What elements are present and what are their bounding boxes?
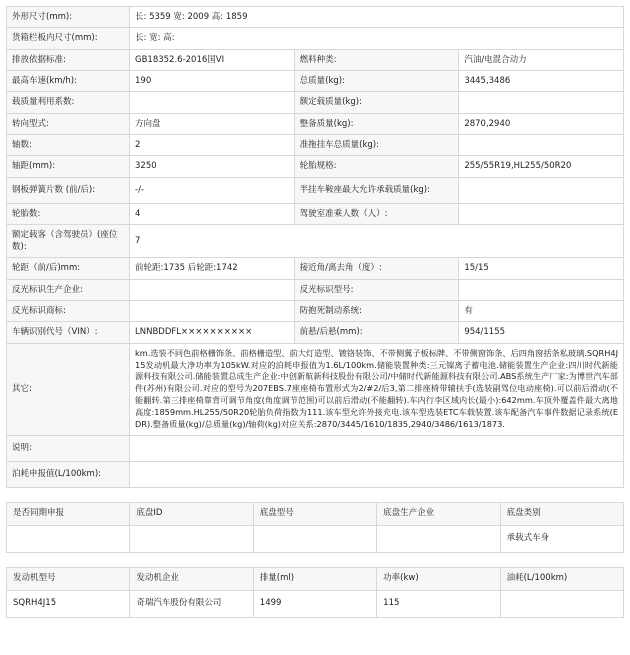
row-value: 有 (459, 301, 624, 322)
row-value: 长: 宽: 高: (130, 28, 624, 49)
row-value: 2 (130, 134, 295, 155)
engine-cell: SQRH4J15 (7, 590, 130, 617)
note-value (130, 435, 624, 461)
row-value: 3250 (130, 156, 295, 177)
row-value (130, 279, 295, 300)
row-value: 4 (130, 203, 295, 224)
row-value: -/- (130, 177, 295, 203)
chassis-header-row (7, 502, 624, 525)
row-label: 接近角/离去角（度）: (294, 258, 459, 279)
chassis-cell (253, 525, 376, 552)
row-label: 钢板弹簧片数 (前/后): (7, 177, 130, 203)
chassis-cell (377, 525, 500, 552)
fuel-value (130, 461, 624, 487)
row-label: 轮胎数: (7, 203, 130, 224)
engine-header-row (7, 567, 624, 590)
row-value: 7 (130, 224, 624, 258)
table-row (7, 525, 624, 552)
engine-table-body (7, 567, 624, 617)
row-label: 整备质量(kg): (294, 113, 459, 134)
table-row (7, 435, 624, 461)
row-label: 总质量(kg): (294, 70, 459, 91)
chassis-header-cell: 底盘生产企业 (377, 502, 500, 525)
row-value: 汽油/电混合动力 (459, 49, 624, 70)
row-label: 反光标识商标: (7, 301, 130, 322)
row-label: 反光标识型号: (294, 279, 459, 300)
table-row (7, 113, 624, 134)
chassis-header-cell: 底盘型号 (253, 502, 376, 525)
row-label: 轮胎规格: (294, 156, 459, 177)
note-label: 说明: (7, 435, 130, 461)
row-label: 半挂车鞍座最大允许承载质量(kg): (294, 177, 459, 203)
table-row (7, 301, 624, 322)
spec-table-body (7, 7, 624, 488)
row-value (459, 92, 624, 113)
engine-header-cell: 发动机型号 (7, 567, 130, 590)
row-label: 额定载客（含驾驶员）(座位数): (7, 224, 130, 258)
fuel-label: 泊耗申报值(L/100km): (7, 461, 130, 487)
engine-cell: 1499 (253, 590, 376, 617)
chassis-table (6, 502, 624, 553)
row-value: 3445,3486 (459, 70, 624, 91)
other-text: km.选装不同色前格栅饰条、前格栅造型、前大灯造型、镀铬装饰、不带侧翼子板标牌、不带侧窗饰条、后四角窗括条私玻璃.SQRH4J15发动机最大净功率为105kW.对应的泊耗申报值为1.6L/100km.储能装置种类:三元镍离子蓄电池.储能装置生产企业:四川时代新能源科技有限公司.储能装置总成生产企业:中创新航新科技股份有限公司/中储时代新能源科技有限公司.ABS系统生产厂家:为博世汽车部件(苏州)有限公司.对应的型号为207EBS.7座座椅布置形式为2/#2/后3,第二排座椅带辅扶手(选装副驾位电动座椅).可以前后滑动(不能翻转.第三排座椅靠背可调节角度(角度调节范围)可以前后滑动(不能翻转).车内行李区域内长(最小):642mm.车顶外覆盖件最大离地高度:1859mm.HL255/50R20轮胎负荷指数为111.该车型允许外接充电.该车型选装ETC车载装置.该车配备汽车事件数据记录系统(EDR).整备质量(kg)/总质量(kg)/轴荷(kg)对应关系:2870/3445/1610/1835,2940/3486/1613/1873. (130, 343, 624, 435)
table-row (7, 28, 624, 49)
row-value (459, 134, 624, 155)
row-label: 转向型式: (7, 113, 130, 134)
other-label: 其它: (7, 343, 130, 435)
chassis-header-cell: 底盘类别 (500, 502, 623, 525)
engine-header-cell: 功率(kw) (377, 567, 500, 590)
other-notes-row (7, 343, 624, 435)
row-value (130, 301, 295, 322)
table-row (7, 258, 624, 279)
table-row (7, 70, 624, 91)
table-row (7, 92, 624, 113)
row-value: LNNBDDFL×××××××××× (130, 322, 295, 343)
chassis-header-cell: 是否同期申报 (7, 502, 130, 525)
chassis-header-cell: 底盘ID (130, 502, 253, 525)
row-value: 190 (130, 70, 295, 91)
row-value: 15/15 (459, 258, 624, 279)
engine-header-cell: 排量(ml) (253, 567, 376, 590)
row-label: 载质量利用系数: (7, 92, 130, 113)
row-label: 排放依据标准: (7, 49, 130, 70)
row-value (459, 203, 624, 224)
row-label: 车辆识别代号（VIN）: (7, 322, 130, 343)
row-label: 最高车速(km/h): (7, 70, 130, 91)
row-value: 方向盘 (130, 113, 295, 134)
table-row (7, 134, 624, 155)
row-label: 轴数: (7, 134, 130, 155)
engine-header-cell: 发动机企业 (130, 567, 253, 590)
row-label: 轮距（前/后)mm: (7, 258, 130, 279)
table-row (7, 322, 624, 343)
engine-table (6, 567, 624, 618)
table-row (7, 224, 624, 258)
table-row (7, 461, 624, 487)
engine-cell (500, 590, 623, 617)
chassis-cell: 承载式车身 (500, 525, 623, 552)
section-gap-2 (0, 553, 630, 567)
spec-table (6, 6, 624, 488)
chassis-cell (130, 525, 253, 552)
row-value: 长: 5359 宽: 2009 高: 1859 (130, 7, 624, 28)
row-label: 前悬/后悬(mm): (294, 322, 459, 343)
row-value (459, 177, 624, 203)
row-label: 轴距(mm): (7, 156, 130, 177)
row-label: 准拖挂车总质量(kg): (294, 134, 459, 155)
row-value: 255/55R19,HL255/50R20 (459, 156, 624, 177)
table-row (7, 177, 624, 203)
row-value (130, 92, 295, 113)
row-label: 外形尺寸(mm): (7, 7, 130, 28)
engine-cell: 奇瑞汽车股份有限公司 (130, 590, 253, 617)
table-row (7, 49, 624, 70)
row-label: 货箱栏板内尺寸(mm): (7, 28, 130, 49)
section-gap (0, 488, 630, 502)
row-label: 反光标识生产企业: (7, 279, 130, 300)
engine-cell: 115 (377, 590, 500, 617)
row-value (459, 279, 624, 300)
table-row (7, 7, 624, 28)
row-value: 954/1155 (459, 322, 624, 343)
table-row (7, 203, 624, 224)
chassis-table-body (7, 502, 624, 552)
engine-header-cell: 油耗(L/100km) (500, 567, 623, 590)
chassis-cell (7, 525, 130, 552)
row-label: 燃料种类: (294, 49, 459, 70)
table-row (7, 590, 624, 617)
table-row (7, 156, 624, 177)
row-label: 额定载质量(kg): (294, 92, 459, 113)
row-label: 驾驶室准乘人数（人）: (294, 203, 459, 224)
row-value: 前轮距:1735 后轮距:1742 (130, 258, 295, 279)
row-value: GB18352.6-2016国VI (130, 49, 295, 70)
row-value: 2870,2940 (459, 113, 624, 134)
vehicle-spec-page (0, 6, 630, 618)
table-row (7, 279, 624, 300)
row-label: 防抱死制动系统: (294, 301, 459, 322)
